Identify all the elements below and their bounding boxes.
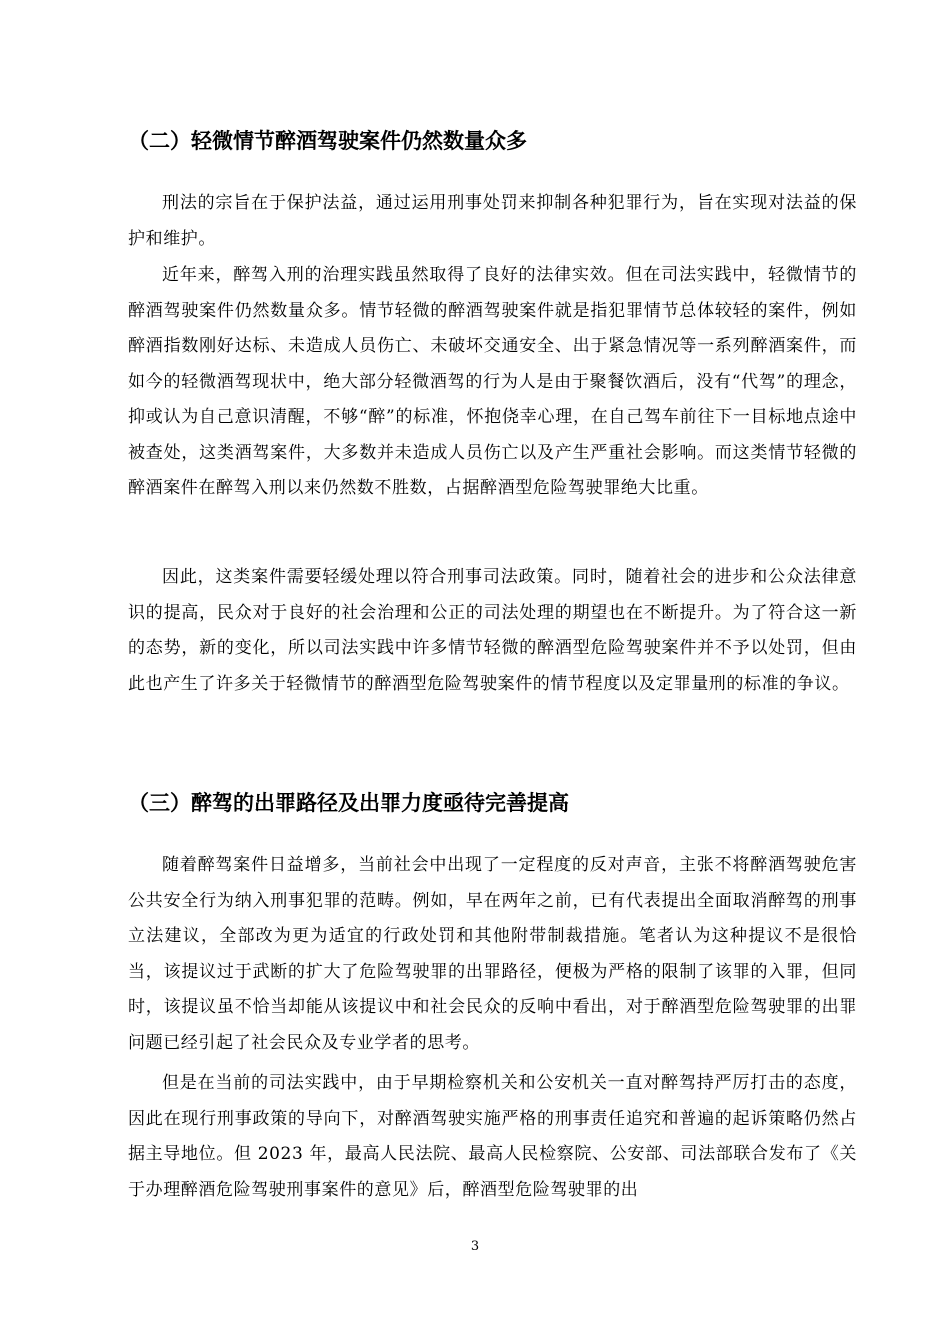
paragraph: 随着醉驾案件日益增多，当前社会中出现了一定程度的反对声音，主张不将醉酒驾驶危害公共安全行为纳入刑事犯罪的范畴。例如，早在两年之前，已有代表提出全面取消醉驾的刑事立法建议，全部改为更为适宜的行政处罚和其他附带制裁措施。笔者认为这种提议不是很恰当，该提议过于武断的扩大了危险驾驶罪的出罪路径，便极为严格的限制了该罪的入罪，但同时，该提议虽不恰当却能从该提议中和社会民众的反响中看出，对于醉酒型危险驾驶罪的出罪问题已经引起了社会民众及专业学者的思考。 bbox=[128, 855, 857, 1053]
paragraph: 因此，这类案件需要轻缓处理以符合刑事司法政策。同时，随着社会的进步和公众法律意识的提高，民众对于良好的社会治理和公正的司法处理的期望也在不断提升。为了符合这一新的态势，新的变化，所以司法实践中许多情节轻微的醉酒型危险驾驶案件并不予以处罚，但由此也产生了许多关于轻微情节的醉酒型危险驾驶案件的情节程度以及定罪量刑的标准的争议。 bbox=[128, 567, 857, 694]
paragraph: 近年来，醉驾入刑的治理实践虽然取得了良好的法律实效。但在司法实践中，轻微情节的醉酒驾驶案件仍然数量众多。情节轻微的醉酒驾驶案件就是指犯罪情节总体较轻的案件，例如醉酒指数刚好达标、未造成人员伤亡、未破坏交通安全、出于紧急情况等一系列醉酒案件，而如今的轻微酒驾现状中，绝大部分轻微酒驾的行为人是由于聚餐饮酒后，没有“代驾”的理念，抑或认为自己意识清醒，不够“醉”的标准，怀抱侥幸心理，在自己驾车前往下一目标地点途中被查处，这类酒驾案件，大多数并未造成人员伤亡以及产生严重社会影响。而这类情节轻微的醉酒案件在醉驾入刑以来仍然数不胜数，占据醉酒型危险驾驶罪绝大比重。 bbox=[128, 265, 857, 498]
paragraph: 但是在当前的司法实践中，由于早期检察机关和公安机关一直对醉驾持严厉打击的态度，因此在现行刑事政策的导向下，对醉酒驾驶实施严格的刑事责任追究和普遍的起诉策略仍然占据主导地位。但 2023 年，最高人民法院、最高人民检察院、公安部、司法部联合发布了《关于办理醉酒危险驾驶刑事案件的意见》后，醉酒型危险驾驶罪的出 bbox=[128, 1073, 857, 1200]
page-number: 3 bbox=[470, 1239, 480, 1254]
section-heading-3: （三）醉驾的出罪路径及出罪力度亟待完善提高 bbox=[128, 791, 569, 815]
paragraph: 刑法的宗旨在于保护法益，通过运用刑事处罚来抑制各种犯罪行为，旨在实现对法益的保护和维护。 bbox=[128, 193, 857, 249]
section-heading-2: （二）轻微情节醉酒驾驶案件仍然数量众多 bbox=[128, 129, 527, 153]
